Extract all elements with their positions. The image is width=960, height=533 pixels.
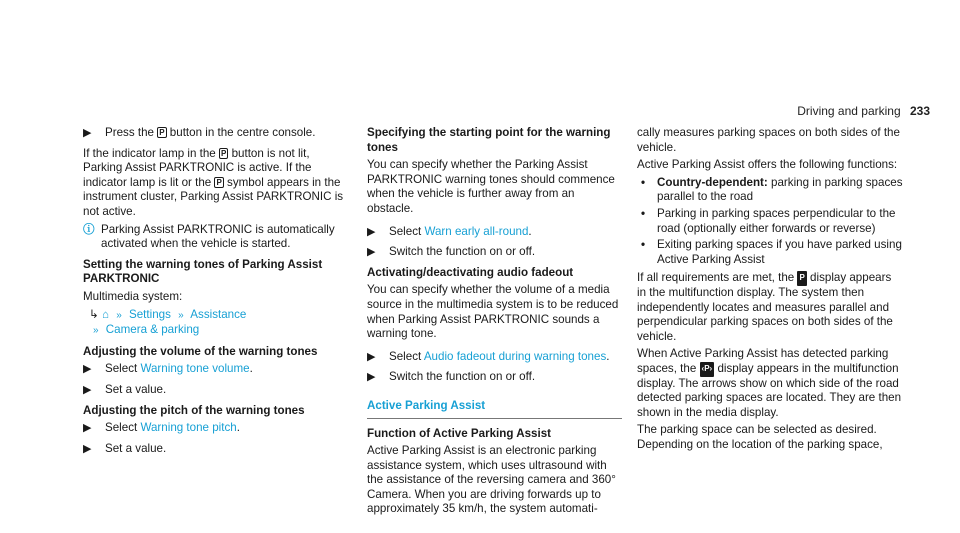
step-text: Press the xyxy=(105,126,154,139)
bullet-icon: • xyxy=(641,206,646,220)
home-icon[interactable]: ⌂ xyxy=(101,307,109,321)
step-arrow-icon: ▶ xyxy=(83,422,92,435)
audio-fadeout-link[interactable]: Audio fadeout during warning tones xyxy=(423,349,607,363)
list-item-text: parking in parking spaces parallel to the road xyxy=(657,175,903,204)
step-text: Select xyxy=(389,349,422,363)
indicator-paragraph xyxy=(83,147,348,220)
step-press-button xyxy=(83,126,348,141)
functions-intro: Active Parking Assist offers the following functions: xyxy=(637,158,898,172)
page-number: 233 xyxy=(909,104,930,118)
functions-list xyxy=(637,176,903,268)
list-item-text: Exiting parking spaces if you have parked using Active Parking Assist xyxy=(657,238,902,266)
info-icon: ⓘ xyxy=(83,222,95,236)
menu-path xyxy=(83,308,348,339)
chevron-right-icon: » xyxy=(93,325,99,337)
heading-pitch: Adjusting the pitch of the warning tones xyxy=(83,403,305,417)
column-1 xyxy=(83,126,348,462)
step-arrow-icon: ▶ xyxy=(83,363,92,376)
step-text: Select xyxy=(389,224,422,238)
step-text: Set a value. xyxy=(105,441,167,455)
warn-early-link[interactable]: Warn early all-round xyxy=(424,224,529,238)
heading-starting-point: Specifying the starting point for the warning tones xyxy=(367,126,611,154)
continued-paragraph: cally measures parking spaces on both sides of the vehicle. xyxy=(637,126,900,154)
function-paragraph: Active Parking Assist is an electronic parking assistance system, which uses ultrasound with the assistance of the reversing camera and 360° Camera. When you are driving forwards up to approximately 35 km/h, the system automati- xyxy=(367,444,616,516)
parking-display-icon: P xyxy=(797,271,806,286)
step-select-warn-early: ▶ Select Warn early all-round. xyxy=(367,224,532,238)
menu-enter-icon: ↳ xyxy=(89,307,99,321)
page-header xyxy=(797,104,930,118)
column-3 xyxy=(637,126,903,455)
step-arrow-icon: ▶ xyxy=(367,246,376,259)
step-switch-function xyxy=(367,370,622,385)
list-item-label: Country-dependent: xyxy=(657,175,768,189)
heading-function: Function of Active Parking Assist xyxy=(367,426,552,440)
step-arrow-icon: ▶ xyxy=(83,442,92,455)
paragraph-text: display appears in the multifunction display. The system then independently locates and measures parallel and perpendicular parking spaces on both sides of the vehicle. xyxy=(637,271,893,343)
multimedia-label: Multimedia system: xyxy=(83,289,183,303)
bullet-icon: • xyxy=(641,238,646,252)
menu-camera-parking[interactable]: Camera & parking xyxy=(105,323,200,337)
column-2 xyxy=(367,126,622,520)
parktronic-button-icon: P​ xyxy=(221,148,227,158)
step-text: Select xyxy=(105,421,138,435)
step-set-value xyxy=(83,442,348,457)
step-arrow-icon: ▶ xyxy=(83,127,92,139)
step-arrow-icon: ▶ xyxy=(83,383,92,396)
starting-point-paragraph: You can specify whether the Parking Assist PARKTRONIC warning tones should commence when the vehicle is further away from an obstacle. xyxy=(367,158,615,215)
detected-paragraph xyxy=(637,347,903,420)
header-section: Driving and parking xyxy=(797,104,901,118)
audio-fadeout-paragraph: You can specify whether the volume of a media source in the multimedia system is to be reduced when Parking Assist PARKTRONIC sounds a warning tone. xyxy=(367,283,619,341)
requirements-paragraph xyxy=(637,271,903,344)
step-text: button in the centre console. xyxy=(169,126,316,139)
chevron-right-icon: » xyxy=(116,309,122,321)
step-text: Set a value. xyxy=(105,382,167,396)
paragraph-text: button is not lit, Parking Assist PARKTRONIC is active. If the indicator lamp is lit or the xyxy=(83,146,312,189)
paragraph-text: symbol appears in the instrument cluster, Parking Assist PARKTRONIC is not active. xyxy=(83,175,344,218)
bullet-icon: • xyxy=(641,175,646,189)
heading-warning-tones: Setting the warning tones of Parking Assist PARKTRONIC xyxy=(83,257,323,286)
step-text: Select xyxy=(105,362,138,376)
paragraph-text: If the indicator lamp in the xyxy=(83,146,216,160)
warning-tone-pitch-link[interactable]: Warning tone pitch xyxy=(140,421,237,435)
warning-tone-volume-link[interactable]: Warning tone volume xyxy=(140,362,250,376)
step-select-audio-fadeout: ▶ Select Audio fadeout during warning tones. xyxy=(367,349,610,363)
menu-assistance[interactable]: Assistance xyxy=(190,307,247,321)
step-select-pitch: ▶ Select Warning tone pitch. xyxy=(83,421,240,435)
list-item-text: Parking in parking spaces perpendicular to the road (optionally either forwards or reverse) xyxy=(657,206,896,235)
paragraph-text: display appears in the multifunction display. The arrows show on which side of the road detected parking spaces are located. They are then shown in the media display. xyxy=(637,361,902,419)
paragraph-text: When Active Parking Assist has detected parking spaces, the xyxy=(637,347,889,375)
list-item xyxy=(637,176,903,205)
heading-audio-fadeout: Activating/deactivating audio fadeout xyxy=(367,265,574,279)
list-item xyxy=(637,207,903,236)
heading-volume: Adjusting the volume of the warning tones xyxy=(83,344,318,358)
parktronic-symbol-icon: P​ xyxy=(216,177,222,187)
parking-arrows-icon: ‹P› xyxy=(700,362,715,377)
step-set-value xyxy=(83,383,348,398)
selection-paragraph: The parking space can be selected as desired. Depending on the location of the parking space, xyxy=(637,423,883,451)
list-item xyxy=(637,238,903,267)
menu-settings[interactable]: Settings xyxy=(129,307,171,321)
paragraph-text: If all requirements are met, the xyxy=(637,271,795,285)
step-text: Switch the function on or off. xyxy=(389,370,536,384)
step-arrow-icon: ▶ xyxy=(367,350,376,363)
step-switch-function xyxy=(367,245,622,260)
section-active-parking-assist: Active Parking Assist xyxy=(367,399,622,419)
step-select-volume: ▶ Select Warning tone volume. xyxy=(83,362,253,376)
info-note xyxy=(83,223,348,252)
parktronic-button-icon: P​ xyxy=(159,128,165,137)
step-text: Switch the function on or off. xyxy=(389,245,536,259)
note-text: Parking Assist PARKTRONIC is automatically activated when the vehicle is started. xyxy=(101,222,335,251)
step-arrow-icon: ▶ xyxy=(367,225,376,238)
chevron-right-icon: » xyxy=(178,309,184,321)
step-arrow-icon: ▶ xyxy=(367,371,376,384)
